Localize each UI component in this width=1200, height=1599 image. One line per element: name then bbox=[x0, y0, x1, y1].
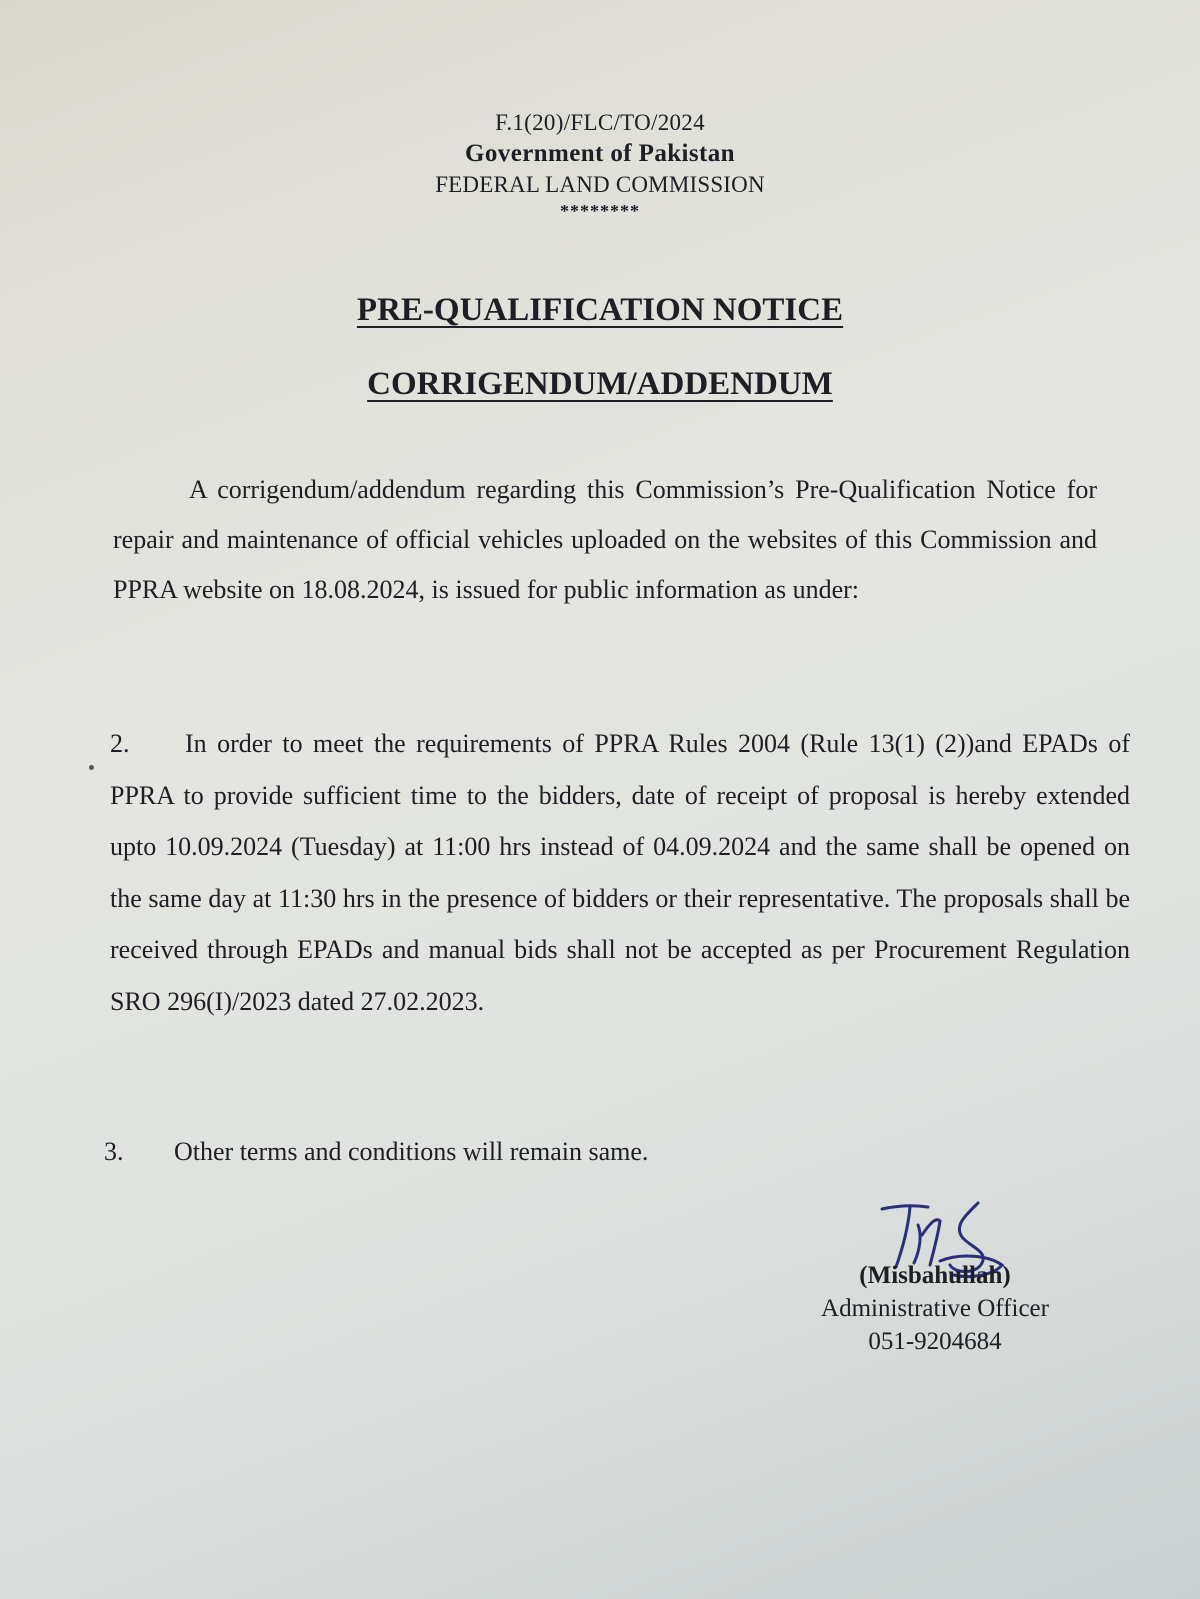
paragraph-3-text: Other terms and conditions will remain same. bbox=[174, 1137, 649, 1166]
paragraph-3-number: 3. bbox=[104, 1137, 124, 1166]
signatory-name: (Misbahullah) bbox=[859, 1262, 1011, 1289]
paragraph-2 bbox=[110, 718, 1130, 1027]
reference-number: F.1(20)/FLC/TO/2024 bbox=[495, 110, 705, 135]
paragraph-3 bbox=[104, 1127, 1104, 1177]
notice-subtitle bbox=[0, 366, 1200, 403]
paragraph-intro: A corrigendum/addendum regarding this Commission’s Pre-Qualification Notice for repair and maintenance of official vehicles uploaded on the websites of this Commission and PPRA website on 18.08.2024, is issued for public information as under: bbox=[113, 475, 1097, 604]
signatory-designation: Administrative Officer bbox=[821, 1295, 1049, 1322]
notice-subtitle-text: CORRIGENDUM/ADDENDUM bbox=[367, 366, 833, 402]
notice-title bbox=[0, 292, 1200, 329]
header-separator: ******** bbox=[560, 201, 640, 221]
government-name: Government of Pakistan bbox=[465, 140, 735, 167]
paper-speck bbox=[89, 765, 94, 770]
paragraph-2-number: 2. bbox=[110, 729, 130, 758]
notice-title-text: PRE-QUALIFICATION NOTICE bbox=[356, 292, 844, 328]
paragraph-2-text: In order to meet the requirements of PPRA Rules 2004 (Rule 13(1) (2))and EPADs of PPRA to provide sufficient time to the bidders, date of receipt of proposal is hereby extended upto 10.09.2024 (Tuesday) at 11:00 hrs instead of 04.09.2024 and the same shall be opened on the same day at 11:30 hrs in the presence of bidders or their representative. The proposals shall be received through EPADs and manual bids shall not be accepted as per Procurement Regulation SRO 296(I)/2023 dated 27.02.2023. bbox=[110, 729, 1130, 1016]
signatory-phone: 051-9204684 bbox=[868, 1328, 1002, 1355]
commission-name: FEDERAL LAND COMMISSION bbox=[435, 172, 765, 197]
